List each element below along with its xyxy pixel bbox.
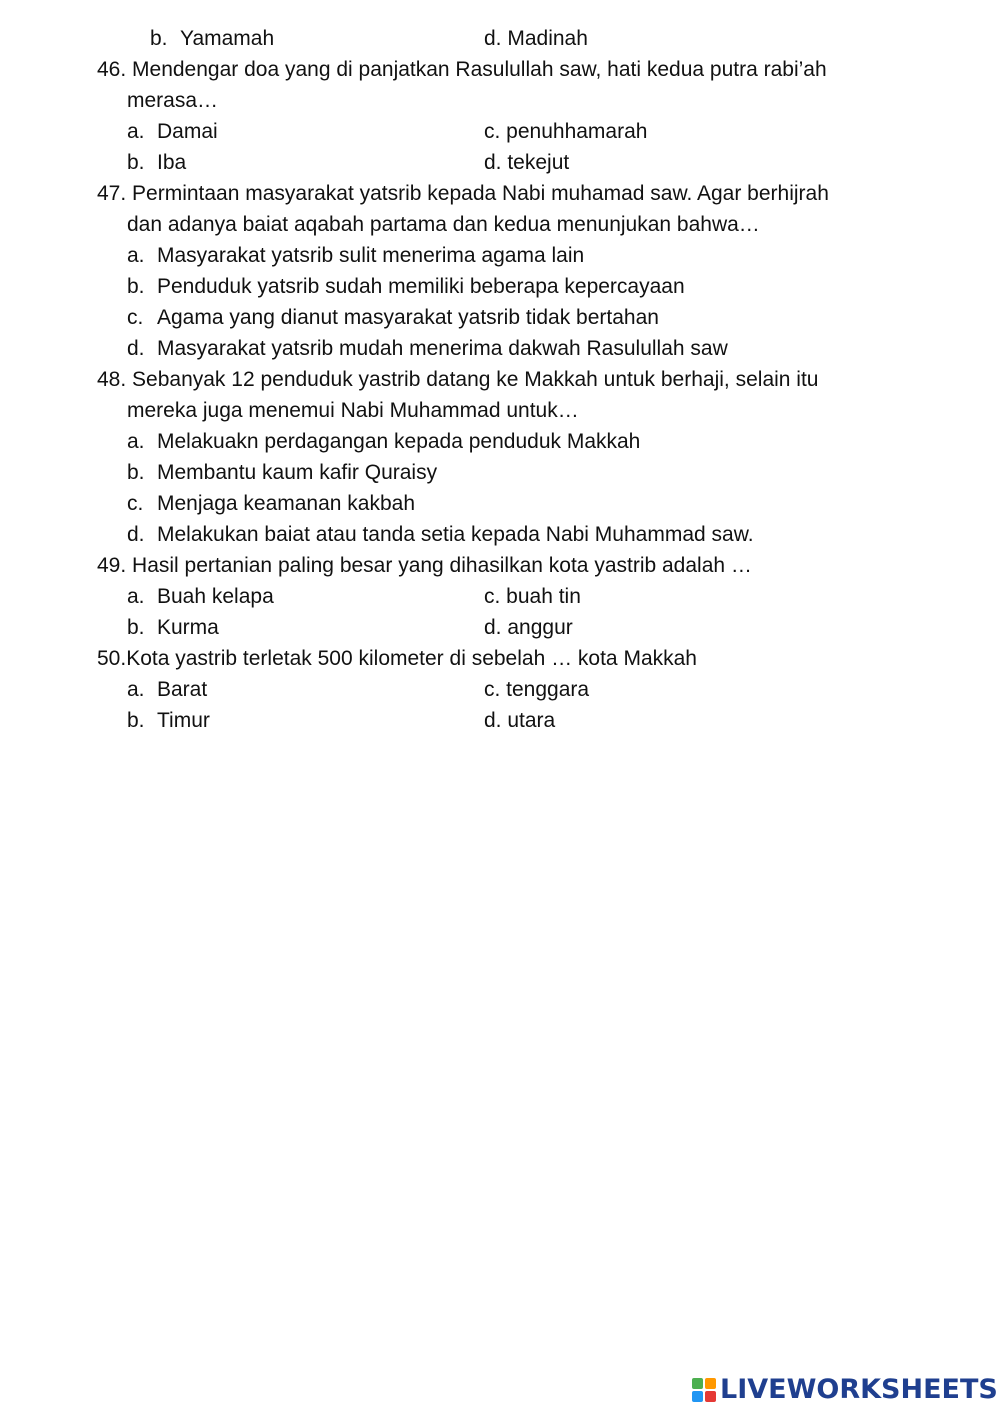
carryover-option-d: [484, 23, 588, 54]
logo-square-red-icon: [705, 1391, 716, 1402]
option-label: c.: [127, 306, 144, 329]
question-46-text: 46. Mendengar doa yang di panjatkan Rasulullah saw, hati kedua putra rabi’ah: [97, 58, 827, 81]
question-47-text: 47. Permintaan masyarakat yatsrib kepada Nabi muhamad saw. Agar berhijrah: [97, 182, 829, 205]
option-label: d.: [127, 337, 145, 360]
question-48-option-b: [127, 457, 437, 488]
question-48-text-cont: mereka juga menemui Nabi Muhammad untuk…: [127, 399, 579, 422]
question-49-option-a: [127, 581, 274, 612]
option-text: Melakukan baiat atau tanda setia kepada Nabi Muhammad saw.: [157, 523, 754, 546]
question-49-option-c: [484, 581, 581, 612]
question-47-option-b: [127, 271, 685, 302]
option-text: Membantu kaum kafir Quraisy: [157, 461, 438, 484]
logo-square-blue-icon: [692, 1391, 703, 1402]
question-47-text-cont: dan adanya baiat aqabah partama dan kedua menunjukan bahwa…: [127, 213, 760, 236]
question-48-option-c: [127, 488, 415, 519]
option-text: Yamamah: [180, 27, 275, 50]
option-text: Timur: [157, 709, 210, 732]
option-text: d. utara: [484, 709, 556, 732]
option-label: a.: [127, 244, 145, 267]
question-49-text: 49. Hasil pertanian paling besar yang dihasilkan kota yastrib adalah …: [97, 554, 752, 577]
liveworksheets-grid-icon: [692, 1378, 716, 1402]
question-47-option-d: [127, 333, 728, 364]
question-50-option-c: [484, 674, 589, 705]
option-label: b.: [127, 616, 145, 639]
option-text: d. tekejut: [484, 151, 570, 174]
option-text: d. anggur: [484, 616, 573, 639]
option-label: b.: [127, 461, 145, 484]
option-text: Iba: [157, 151, 187, 174]
question-46-option-c: [484, 116, 647, 147]
question-49-option-d: [484, 612, 573, 643]
option-text: Penduduk yatsrib sudah memiliki beberapa kepercayaan: [157, 275, 685, 298]
question-50-option-a: [127, 674, 207, 705]
question-49-option-b: [127, 612, 219, 643]
option-text: c. tenggara: [484, 678, 590, 701]
question-47-option-c: [127, 302, 659, 333]
option-text: Buah kelapa: [157, 585, 274, 608]
question-50-text: 50.Kota yastrib terletak 500 kilometer di sebelah … kota Makkah: [97, 647, 697, 670]
option-text: c. buah tin: [484, 585, 581, 608]
option-label: b.: [127, 275, 145, 298]
question-48-option-d: [127, 519, 754, 550]
option-text: Agama yang dianut masyarakat yatsrib tidak bertahan: [157, 306, 659, 329]
option-label: b.: [150, 27, 168, 50]
option-label: a.: [127, 430, 145, 453]
option-label: b.: [127, 151, 145, 174]
question-46-option-d: [484, 147, 569, 178]
option-label: b.: [127, 709, 145, 732]
option-label: a.: [127, 678, 145, 701]
option-text: Barat: [157, 678, 208, 701]
question-48-option-a: [127, 426, 640, 457]
liveworksheets-logo[interactable]: [692, 1374, 998, 1406]
question-50-option-b: [127, 705, 210, 736]
carryover-option-b: [150, 23, 274, 54]
option-text: Kurma: [157, 616, 219, 639]
question-47-option-a: [127, 240, 584, 271]
option-text: Masyarakat yatsrib mudah menerima dakwah Rasulullah saw: [157, 337, 728, 360]
question-48-text: 48. Sebanyak 12 penduduk yastrib datang ke Makkah untuk berhaji, selain itu: [97, 368, 819, 391]
option-text: c. penuhhamarah: [484, 120, 648, 143]
option-text: Menjaga keamanan kakbah: [157, 492, 416, 515]
question-46-option-a: [127, 116, 218, 147]
question-46-option-b: [127, 147, 186, 178]
option-label: a.: [127, 585, 145, 608]
logo-square-green-icon: [692, 1378, 703, 1389]
logo-square-orange-icon: [705, 1378, 716, 1389]
logo-text: LIVEWORKSHEETS: [720, 1374, 998, 1405]
option-label: a.: [127, 120, 145, 143]
option-text: d. Madinah: [484, 27, 588, 50]
option-text: Masyarakat yatsrib sulit menerima agama lain: [157, 244, 585, 267]
question-46-text-cont: merasa…: [127, 89, 219, 112]
option-label: c.: [127, 492, 144, 515]
option-text: Melakuakn perdagangan kepada penduduk Makkah: [157, 430, 641, 453]
option-label: d.: [127, 523, 145, 546]
question-50-option-d: [484, 705, 555, 736]
option-text: Damai: [157, 120, 218, 143]
